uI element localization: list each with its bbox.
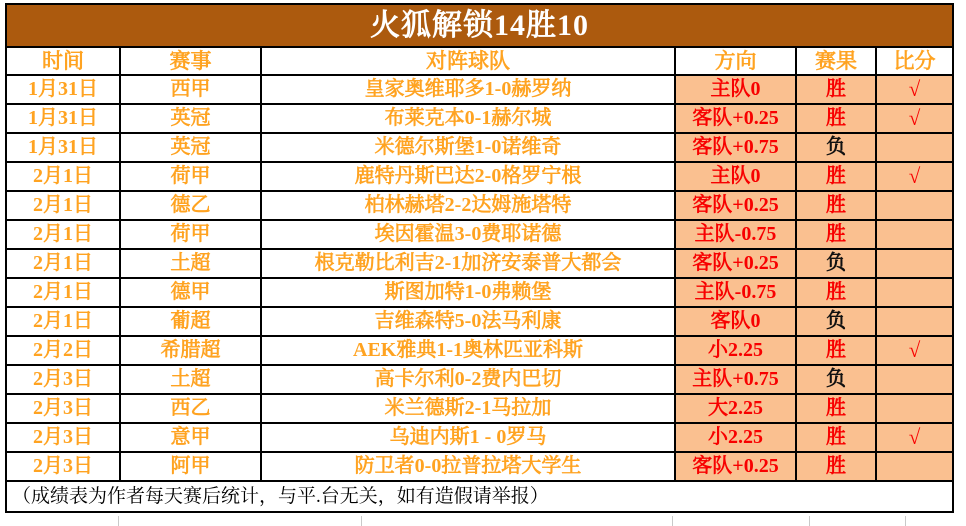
cell-date: 2月1日 [6, 220, 120, 249]
cell-direction: 小2.25 [675, 423, 796, 452]
table-body [6, 75, 953, 481]
cell-direction: 小2.25 [675, 336, 796, 365]
cell-direction: 客队+0.25 [675, 191, 796, 220]
cell-direction: 客队0 [675, 307, 796, 336]
cell-league: 荷甲 [120, 220, 261, 249]
column-header-matchup: 对阵球队 [261, 47, 675, 75]
cell-date: 2月2日 [6, 336, 120, 365]
cell-league: 西甲 [120, 75, 261, 104]
table-row [6, 336, 953, 365]
cell-date: 2月1日 [6, 249, 120, 278]
check-mark-icon: √ [876, 423, 953, 452]
check-mark-icon: √ [876, 336, 953, 365]
cell-match-score: 斯图加特1-0弗赖堡 [261, 278, 675, 307]
cell-direction: 客队+0.75 [675, 133, 796, 162]
cell-result: 负 [796, 307, 876, 336]
column-header-result: 赛果 [796, 47, 876, 75]
table-row [6, 278, 953, 307]
check-mark-icon: √ [876, 104, 953, 133]
table-row [6, 133, 953, 162]
cell-league: 西乙 [120, 394, 261, 423]
cell-date: 2月1日 [6, 278, 120, 307]
cell-match-score: 防卫者0-0拉普拉塔大学生 [261, 452, 675, 481]
table-row [6, 104, 953, 133]
cell-date: 2月1日 [6, 307, 120, 336]
check-mark-icon [876, 394, 953, 423]
cell-date: 2月1日 [6, 191, 120, 220]
cell-match-score: 皇家奥维耶多1-0赫罗纳 [261, 75, 675, 104]
page-title: 火狐解锁14胜10 [6, 4, 953, 47]
cell-result: 胜 [796, 191, 876, 220]
cell-result: 胜 [796, 394, 876, 423]
table-row [6, 307, 953, 336]
check-mark-icon [876, 365, 953, 394]
cell-match-score: 吉维森特5-0法马利康 [261, 307, 675, 336]
check-mark-icon [876, 452, 953, 481]
cell-direction: 主队+0.75 [675, 365, 796, 394]
check-mark-icon [876, 133, 953, 162]
cell-league: 意甲 [120, 423, 261, 452]
cell-direction: 主队0 [675, 75, 796, 104]
title-row [6, 4, 953, 47]
check-mark-icon [876, 307, 953, 336]
cell-league: 阿甲 [120, 452, 261, 481]
cell-league: 德甲 [120, 278, 261, 307]
cell-match-score: 米德尔斯堡1-0诺维奇 [261, 133, 675, 162]
cell-result: 胜 [796, 75, 876, 104]
cell-date: 2月3日 [6, 365, 120, 394]
table-row [6, 191, 953, 220]
cell-league: 葡超 [120, 307, 261, 336]
cell-league: 英冠 [120, 104, 261, 133]
cell-direction: 客队+0.25 [675, 249, 796, 278]
cell-direction: 客队+0.25 [675, 452, 796, 481]
table-row [6, 75, 953, 104]
cell-match-score: 米兰德斯2-1马拉加 [261, 394, 675, 423]
table-row [6, 249, 953, 278]
table-row [6, 394, 953, 423]
table-row [6, 365, 953, 394]
cell-result: 胜 [796, 336, 876, 365]
cell-result: 负 [796, 365, 876, 394]
results-table [5, 3, 954, 513]
cell-date: 1月31日 [6, 104, 120, 133]
check-mark-icon: √ [876, 75, 953, 104]
cell-match-score: 乌迪内斯1 - 0罗马 [261, 423, 675, 452]
column-header-league: 赛事 [120, 47, 261, 75]
check-mark-icon: √ [876, 162, 953, 191]
check-mark-icon [876, 278, 953, 307]
cell-date: 2月3日 [6, 423, 120, 452]
cell-league: 荷甲 [120, 162, 261, 191]
cell-result: 胜 [796, 162, 876, 191]
check-mark-icon [876, 249, 953, 278]
check-mark-icon [876, 220, 953, 249]
cell-direction: 主队0 [675, 162, 796, 191]
cell-match-score: 根克勒比利吉2-1加济安泰普大都会 [261, 249, 675, 278]
cell-direction: 主队-0.75 [675, 220, 796, 249]
cell-date: 2月1日 [6, 162, 120, 191]
disclaimer-note: （成绩表为作者每天赛后统计，与平.台无关，如有造假请举报） [6, 481, 953, 512]
cell-league: 土超 [120, 365, 261, 394]
cell-result: 胜 [796, 278, 876, 307]
cell-direction: 客队+0.25 [675, 104, 796, 133]
cell-direction: 大2.25 [675, 394, 796, 423]
column-header-time: 时间 [6, 47, 120, 75]
cell-match-score: 柏林赫塔2-2达姆施塔特 [261, 191, 675, 220]
cell-match-score: 埃因霍温3-0费耶诺德 [261, 220, 675, 249]
cell-result: 负 [796, 133, 876, 162]
cell-date: 2月3日 [6, 394, 120, 423]
check-mark-icon [876, 191, 953, 220]
table-row [6, 162, 953, 191]
column-header-direction: 方向 [675, 47, 796, 75]
cell-result: 胜 [796, 220, 876, 249]
cell-league: 德乙 [120, 191, 261, 220]
table-row [6, 220, 953, 249]
cell-result: 胜 [796, 423, 876, 452]
cell-match-score: AEK雅典1-1奥林匹亚科斯 [261, 336, 675, 365]
cell-match-score: 布莱克本0-1赫尔城 [261, 104, 675, 133]
cell-league: 希腊超 [120, 336, 261, 365]
cell-result: 胜 [796, 452, 876, 481]
cell-direction: 主队-0.75 [675, 278, 796, 307]
footer-row [6, 481, 953, 512]
cell-date: 1月31日 [6, 133, 120, 162]
header-row [6, 47, 953, 75]
spreadsheet-gridline-remnants [0, 515, 966, 526]
cell-date: 1月31日 [6, 75, 120, 104]
cell-match-score: 鹿特丹斯巴达2-0格罗宁根 [261, 162, 675, 191]
cell-league: 土超 [120, 249, 261, 278]
cell-league: 英冠 [120, 133, 261, 162]
cell-result: 胜 [796, 104, 876, 133]
table-row [6, 452, 953, 481]
cell-date: 2月3日 [6, 452, 120, 481]
column-header-score: 比分 [876, 47, 953, 75]
table-row [6, 423, 953, 452]
cell-match-score: 高卡尔利0-2费内巴切 [261, 365, 675, 394]
cell-result: 负 [796, 249, 876, 278]
